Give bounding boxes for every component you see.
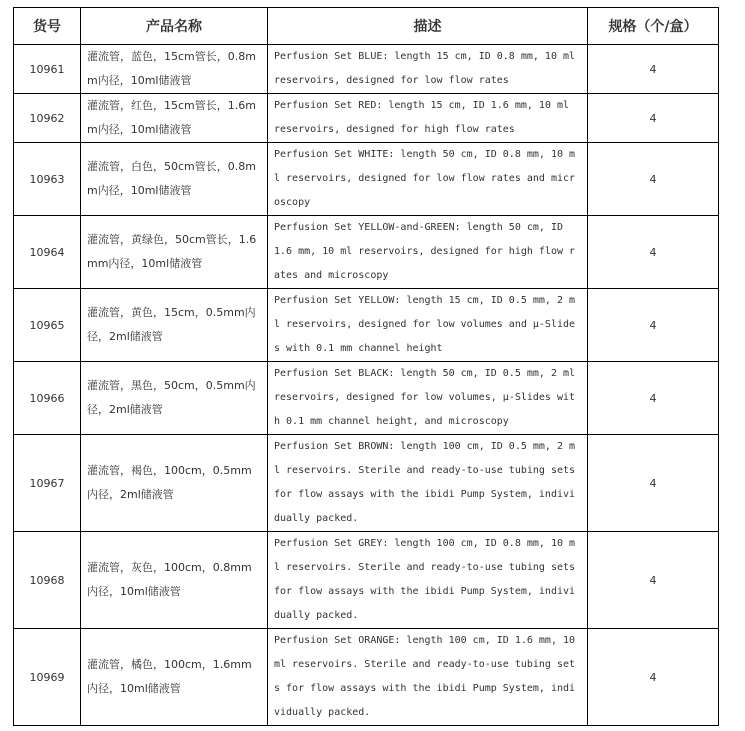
- product-table: [13, 7, 719, 726]
- header-description: 描述: [268, 8, 588, 45]
- cell-spec: 4: [588, 45, 719, 94]
- table-row: [14, 629, 719, 726]
- table-row: [14, 94, 719, 143]
- header-spec: 规格（个/盒）: [588, 8, 719, 45]
- cell-description: Perfusion Set GREY: length 100 cm, ID 0.8 mm, 10 ml reservoirs. Sterile and ready-to-use tubing sets for flow assays with the ibidi Pump System, individually packed.: [268, 532, 588, 629]
- cell-spec: 4: [588, 289, 719, 362]
- cell-product-name: 灌流管，黄绿色，50cm管长，1.6mm内径，10ml储液管: [81, 216, 268, 289]
- cell-description: Perfusion Set YELLOW: length 15 cm, ID 0.5 mm, 2 ml reservoirs, designed for low volumes and µ-Slides with 0.1 mm channel height: [268, 289, 588, 362]
- cell-description: Perfusion Set YELLOW-and-GREEN: length 50 cm, ID 1.6 mm, 10 ml reservoirs, designed for high flow rates and microscopy: [268, 216, 588, 289]
- cell-product-name: 灌流管，蓝色，15cm管长，0.8mm内径，10ml储液管: [81, 45, 268, 94]
- table-row: [14, 45, 719, 94]
- header-row: [14, 8, 719, 45]
- table-row: [14, 435, 719, 532]
- table-row: [14, 216, 719, 289]
- cell-product-name: 灌流管，红色，15cm管长，1.6mm内径，10ml储液管: [81, 94, 268, 143]
- cell-code: 10963: [14, 143, 81, 216]
- cell-code: 10962: [14, 94, 81, 143]
- cell-code: 10964: [14, 216, 81, 289]
- cell-product-name: 灌流管，黑色，50cm，0.5mm内径，2ml储液管: [81, 362, 268, 435]
- header-product-name: 产品名称: [81, 8, 268, 45]
- cell-code: 10961: [14, 45, 81, 94]
- cell-product-name: 灌流管，白色，50cm管长，0.8mm内径，10ml储液管: [81, 143, 268, 216]
- cell-spec: 4: [588, 362, 719, 435]
- table-row: [14, 143, 719, 216]
- cell-spec: 4: [588, 629, 719, 726]
- cell-spec: 4: [588, 532, 719, 629]
- table-row: [14, 532, 719, 629]
- cell-description: Perfusion Set BROWN: length 100 cm, ID 0.5 mm, 2 ml reservoirs. Sterile and ready-to-use tubing sets for flow assays with the ibidi Pump System, individually packed.: [268, 435, 588, 532]
- header-code: 货号: [14, 8, 81, 45]
- cell-description: Perfusion Set ORANGE: length 100 cm, ID 1.6 mm, 10 ml reservoirs. Sterile and ready-to-use tubing sets for flow assays with the ibidi Pump System, individually packed.: [268, 629, 588, 726]
- cell-spec: 4: [588, 143, 719, 216]
- cell-description: Perfusion Set WHITE: length 50 cm, ID 0.8 mm, 10 ml reservoirs, designed for low flow rates and microscopy: [268, 143, 588, 216]
- cell-code: 10965: [14, 289, 81, 362]
- cell-product-name: 灌流管，褐色，100cm，0.5mm内径，2ml储液管: [81, 435, 268, 532]
- cell-spec: 4: [588, 216, 719, 289]
- table-row: [14, 362, 719, 435]
- cell-code: 10967: [14, 435, 81, 532]
- cell-product-name: 灌流管，橘色，100cm，1.6mm内径，10ml储液管: [81, 629, 268, 726]
- table-row: [14, 289, 719, 362]
- cell-spec: 4: [588, 435, 719, 532]
- cell-spec: 4: [588, 94, 719, 143]
- product-table-container: [13, 7, 718, 726]
- cell-product-name: 灌流管，黄色，15cm，0.5mm内径，2ml储液管: [81, 289, 268, 362]
- cell-code: 10968: [14, 532, 81, 629]
- cell-description: Perfusion Set BLUE: length 15 cm, ID 0.8 mm, 10 ml reservoirs, designed for low flow rates: [268, 45, 588, 94]
- cell-description: Perfusion Set BLACK: length 50 cm, ID 0.5 mm, 2 ml reservoirs, designed for low volumes, µ-Slides with 0.1 mm channel height, and microscopy: [268, 362, 588, 435]
- cell-code: 10966: [14, 362, 81, 435]
- cell-product-name: 灌流管，灰色，100cm，0.8mm内径，10ml储液管: [81, 532, 268, 629]
- cell-code: 10969: [14, 629, 81, 726]
- cell-description: Perfusion Set RED: length 15 cm, ID 1.6 mm, 10 ml reservoirs, designed for high flow rates: [268, 94, 588, 143]
